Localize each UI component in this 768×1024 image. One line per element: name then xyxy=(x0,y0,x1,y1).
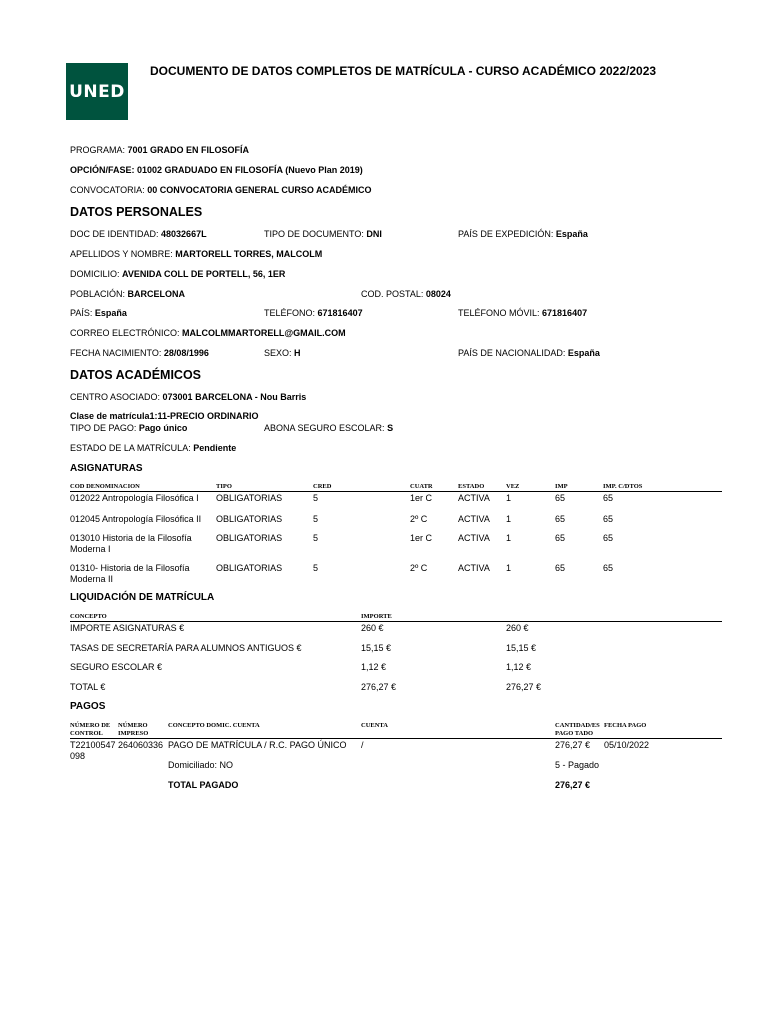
total-pagado-value: 276,27 € xyxy=(555,780,591,790)
table-row-tipo: OBLIGATORIAS xyxy=(216,514,283,524)
heading-pagos: PAGOS xyxy=(70,701,106,712)
pago-cuenta: / xyxy=(361,740,364,750)
table-row-cred: 5 xyxy=(313,533,319,543)
col-cantidad: CANTIDAD/ES PAGO TADO xyxy=(555,722,600,737)
table-row-tipo: OBLIGATORIAS xyxy=(216,533,283,543)
telefono: TELÉFONO: 671816407 xyxy=(264,308,363,318)
col-tipo: TIPO xyxy=(216,483,232,490)
col-importe: IMPORTE xyxy=(361,613,392,620)
liquidacion-concepto: SEGURO ESCOLAR € xyxy=(70,662,163,672)
col-imp: IMP xyxy=(555,483,568,490)
domicilio: DOMICILIO: AVENIDA COLL DE PORTELL, 56, 1ER xyxy=(70,269,286,279)
table-row-cuatr: 1er C xyxy=(410,493,433,503)
doc-identidad: DOC DE IDENTIDAD: 48032667L xyxy=(70,229,207,239)
table-row-cred: 5 xyxy=(313,493,319,503)
table-row-estado: ACTIVA xyxy=(458,493,490,503)
table-row-cuatr: 1er C xyxy=(410,533,433,543)
col-concepto: CONCEPTO xyxy=(70,613,107,620)
heading-asignaturas: ASIGNATURAS xyxy=(70,463,143,474)
estado-matricula: ESTADO DE LA MATRÍCULA: Pendiente xyxy=(70,443,237,453)
asignaturas-header-rule xyxy=(70,491,722,492)
correo-electronico: CORREO ELECTRÓNICO: MALCOLMMARTORELL@GMAIL.COM xyxy=(70,328,346,338)
fecha-nacimiento: FECHA NACIMIENTO: 28/08/1996 xyxy=(70,348,209,358)
heading-datos-personales: DATOS PERSONALES xyxy=(70,205,203,219)
col-concepto-domic: CONCEPTO DOMIC. CUENTA xyxy=(168,722,260,729)
table-row-vez: 1 xyxy=(506,514,512,524)
pago-concepto: PAGO DE MATRÍCULA / R.C. PAGO ÚNICO xyxy=(168,740,347,750)
table-row-imp: 65 xyxy=(555,493,566,503)
pago-fecha: 05/10/2022 xyxy=(604,740,650,750)
pais-nacionalidad: PAÍS DE NACIONALIDAD: España xyxy=(458,348,600,358)
uned-logo xyxy=(66,63,128,120)
table-row-imp: 65 xyxy=(555,563,566,573)
liquidacion-header-rule xyxy=(70,621,722,622)
liquidacion-importe: 15,15 € xyxy=(361,643,392,653)
table-row-nombre: 012045 Antropología Filosófica II xyxy=(70,514,202,524)
liquidacion-importe-2: 260 € xyxy=(506,623,529,633)
liquidacion-importe-2: 1,12 € xyxy=(506,662,532,672)
col-fecha-pago: FECHA PAGO xyxy=(604,722,647,729)
table-row-estado: ACTIVA xyxy=(458,514,490,524)
liquidacion-importe: 260 € xyxy=(361,623,384,633)
col-imp-dtos: IMP. C/DTOS xyxy=(603,483,643,490)
table-row-tipo: OBLIGATORIAS xyxy=(216,563,283,573)
table-row-nombre: 01310- Historia de la Filosofía Moderna II xyxy=(70,563,190,584)
abona-seguro: ABONA SEGURO ESCOLAR: S xyxy=(264,423,394,433)
table-row-vez: 1 xyxy=(506,533,512,543)
table-row-imp: 65 xyxy=(555,514,566,524)
pago-cantidad: 276,27 € xyxy=(555,740,591,750)
pago-domiciliado: Domiciliado: NO xyxy=(168,760,234,770)
total-pagado-label: TOTAL PAGADO xyxy=(168,780,239,790)
pais: PAÍS: España xyxy=(70,308,127,318)
table-row-estado: ACTIVA xyxy=(458,533,490,543)
tipo-pago: TIPO DE PAGO: Pago único xyxy=(70,423,188,433)
convocatoria-line: CONVOCATORIA: 00 CONVOCATORIA GENERAL CURSO ACADÉMICO xyxy=(70,185,372,195)
table-row-tipo: OBLIGATORIAS xyxy=(216,493,283,503)
col-cuenta: CUENTA xyxy=(361,722,388,729)
col-numero-impreso: NÚMERO IMPRESO xyxy=(118,722,149,737)
pago-estado: 5 - Pagado xyxy=(555,760,600,770)
opcion-line: OPCIÓN/FASE: 01002 GRADUADO EN FILOSOFÍA (Nuevo Plan 2019) xyxy=(70,165,363,175)
col-vez: VEZ xyxy=(506,483,520,490)
table-row-imp-dto: 65 xyxy=(603,533,614,543)
apellidos-nombre: APELLIDOS Y NOMBRE: MARTORELL TORRES, MALCOLM xyxy=(70,249,323,259)
clase-matricula: Clase de matrícula1:11-PRECIO ORDINARIO xyxy=(70,411,259,421)
sexo: SEXO: H xyxy=(264,348,301,358)
col-cuatr: CUATR xyxy=(410,483,433,490)
table-row-vez: 1 xyxy=(506,493,512,503)
table-row-imp-dto: 65 xyxy=(603,514,614,524)
pais-expedicion: PAÍS DE EXPEDICIÓN: España xyxy=(458,229,588,239)
logo-text: UNED xyxy=(69,81,125,102)
liquidacion-concepto: IMPORTE ASIGNATURAS € xyxy=(70,623,185,633)
table-row-vez: 1 xyxy=(506,563,512,573)
poblacion: POBLACIÓN: BARCELONA xyxy=(70,289,186,299)
document-title: DOCUMENTO DE DATOS COMPLETOS DE MATRÍCULA - CURSO ACADÉMICO 2022/2023 xyxy=(150,64,657,78)
pago-impreso: 264060336 xyxy=(118,740,164,750)
programa-line: PROGRAMA: 7001 GRADO EN FILOSOFÍA xyxy=(70,145,250,155)
table-row-imp-dto: 65 xyxy=(603,493,614,503)
tipo-documento: TIPO DE DOCUMENTO: DNI xyxy=(264,229,382,239)
table-row-nombre: 013010 Historia de la Filosofía Moderna I xyxy=(70,533,192,554)
col-cod-denominacion: COD DENOMINACION xyxy=(70,483,140,490)
liquidacion-concepto: TOTAL € xyxy=(70,682,106,692)
heading-datos-academicos: DATOS ACADÉMICOS xyxy=(70,368,202,382)
col-numero-control: NÚMERO DE CONTROL xyxy=(70,722,111,737)
table-row-cuatr: 2º C xyxy=(410,563,428,573)
codigo-postal: COD. POSTAL: 08024 xyxy=(361,289,451,299)
table-row-cred: 5 xyxy=(313,563,319,573)
liquidacion-importe: 276,27 € xyxy=(361,682,397,692)
table-row-nombre: 012022 Antropología Filosófica I xyxy=(70,493,199,503)
liquidacion-importe: 1,12 € xyxy=(361,662,387,672)
col-cred: CRED xyxy=(313,483,332,490)
table-row-cred: 5 xyxy=(313,514,319,524)
telefono-movil: TELÉFONO MÓVIL: 671816407 xyxy=(458,308,588,318)
pago-control: T22100547 098 xyxy=(70,740,116,761)
liquidacion-importe-2: 15,15 € xyxy=(506,643,537,653)
table-row-imp: 65 xyxy=(555,533,566,543)
table-row-imp-dto: 65 xyxy=(603,563,614,573)
table-row-cuatr: 2º C xyxy=(410,514,428,524)
liquidacion-importe-2: 276,27 € xyxy=(506,682,542,692)
centro-asociado: CENTRO ASOCIADO: 073001 BARCELONA - Nou Barris xyxy=(70,392,307,402)
col-estado: ESTADO xyxy=(458,483,485,490)
table-row-estado: ACTIVA xyxy=(458,563,490,573)
liquidacion-concepto: TASAS DE SECRETARÍA PARA ALUMNOS ANTIGUOS € xyxy=(70,643,302,653)
pagos-header-rule xyxy=(70,738,722,739)
heading-liquidacion: LIQUIDACIÓN DE MATRÍCULA xyxy=(70,592,215,603)
